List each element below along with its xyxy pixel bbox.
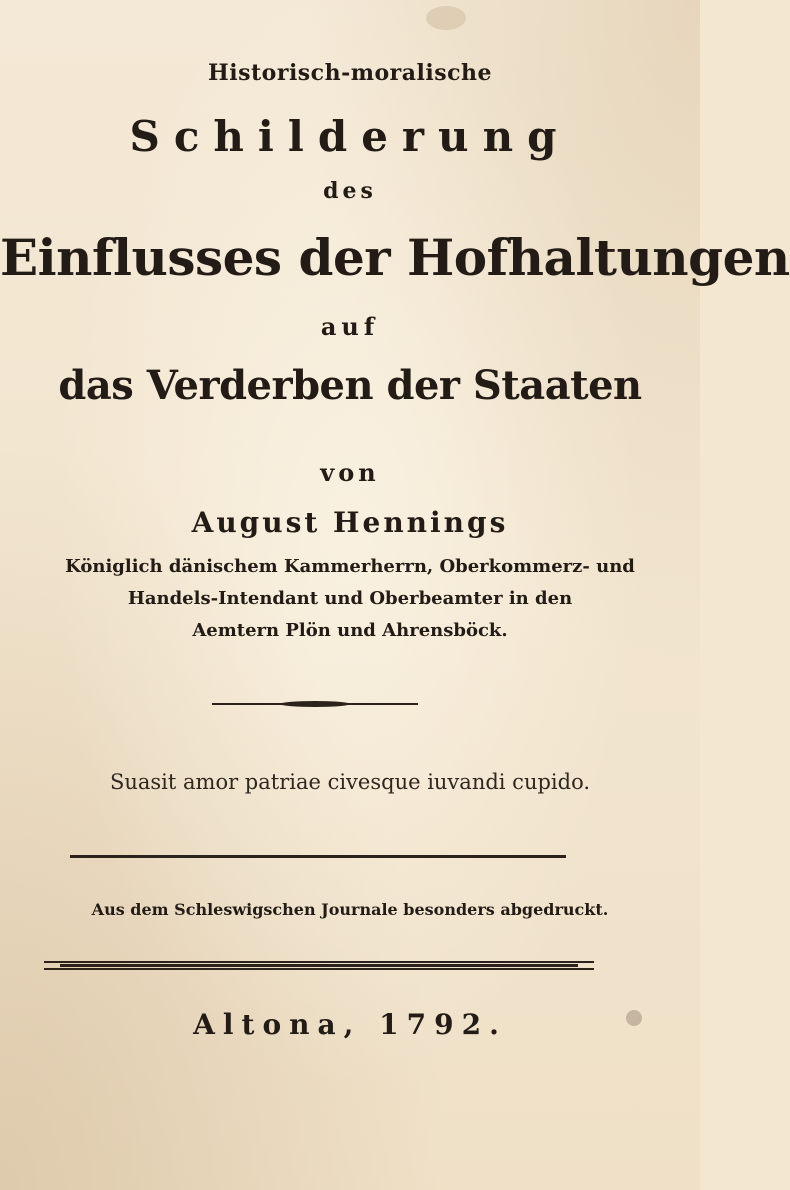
title-line-5: das Verderben der Staaten xyxy=(58,362,642,409)
imprint: Altona, 1792. xyxy=(193,1008,507,1041)
author-description-1: Königlich dänischem Kammerherrn, Oberkommerz- und xyxy=(65,556,635,577)
supra-title: Historisch-moralische xyxy=(207,60,492,86)
title-line-1: Schilderung xyxy=(129,112,571,161)
author-description-2: Handels-Intendant und Oberbeamter in den xyxy=(127,588,573,609)
divider-rule xyxy=(70,855,566,858)
double-rule-inner xyxy=(60,964,578,967)
author-name: August Hennings xyxy=(191,506,509,539)
motto: Suasit amor patriae civesque iuvandi cupido. xyxy=(109,770,591,794)
source-note: Aus dem Schleswigschen Journale besonders abgedruckt. xyxy=(91,900,609,919)
title-line-2: des xyxy=(323,178,377,204)
title-line-3: Einflusses der Hofhaltungen xyxy=(0,228,790,287)
author-description-3: Aemtern Plön und Ahrensböck. xyxy=(192,620,508,641)
ornamental-rule-swell xyxy=(280,701,350,707)
title-line-4: auf xyxy=(320,312,380,341)
by-line: von xyxy=(320,458,380,487)
paper-stain xyxy=(426,6,466,30)
